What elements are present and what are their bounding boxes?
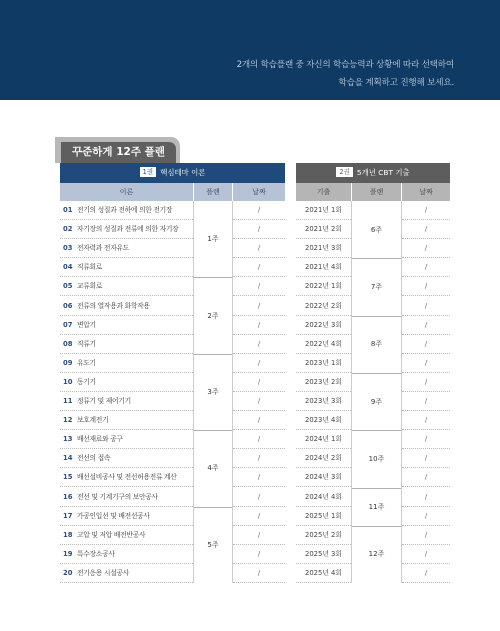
date-slot-right: / — [424, 416, 428, 425]
topic-number: 18 — [63, 530, 73, 539]
date-slot-left: / — [257, 454, 261, 463]
topic-title: 자기장의 성질과 전류에 의한 자기장 — [77, 225, 179, 234]
date-slot-left: / — [257, 244, 261, 253]
topic-number: 12 — [63, 416, 73, 425]
exam-session: 2023년 3회 — [305, 397, 342, 405]
date-slot-right: / — [424, 397, 428, 405]
date-slot-right: / — [424, 492, 428, 501]
topic-title: 전자력과 전자유도 — [77, 244, 129, 253]
column-divider — [232, 201, 233, 583]
topic-number: 09 — [63, 358, 73, 367]
topic-number: 17 — [63, 511, 73, 520]
date-slot-left: / — [257, 301, 261, 310]
week-divider-left — [194, 277, 232, 278]
date-slot-right: / — [424, 320, 428, 329]
week-divider-right — [352, 430, 401, 431]
exam-session: 2024년 3회 — [305, 473, 342, 482]
week-label-right: 6주 — [370, 225, 383, 234]
exam-session: 2021년 4회 — [305, 263, 342, 272]
topic-number: 10 — [63, 377, 73, 386]
exam-session: 2023년 2회 — [305, 377, 342, 386]
week-label-right: 12주 — [368, 550, 385, 559]
exam-session: 2024년 4회 — [305, 492, 342, 501]
date-slot-left: / — [257, 435, 261, 444]
topic-title: 직류기 — [77, 339, 96, 348]
date-slot-left: / — [257, 511, 261, 520]
date-slot-left: / — [257, 225, 261, 234]
exam-session: 2021년 3회 — [305, 244, 342, 253]
week-label-left: 4주 — [207, 464, 219, 473]
week-label-left: 3주 — [207, 388, 219, 396]
column-divider — [401, 201, 402, 583]
topic-title: 보호계전기 — [77, 416, 109, 425]
group-header-cbt — [296, 163, 450, 183]
date-slot-left: / — [257, 377, 261, 386]
exam-session: 2025년 3회 — [305, 549, 342, 558]
date-slot-left: / — [257, 549, 261, 558]
header-text-line-1: 2개의 학습플랜 중 자신의 학습능력과 상황에 따라 선택하여 — [236, 60, 454, 70]
row-divider — [60, 582, 193, 583]
week-divider-left — [194, 354, 232, 355]
week-label-left: 5주 — [207, 540, 219, 549]
date-slot-left: / — [257, 568, 261, 577]
topic-number: 06 — [63, 301, 73, 310]
date-slot-left: / — [257, 473, 261, 482]
column-header-date-right: 날짜 — [402, 183, 450, 201]
topic-number: 01 — [63, 206, 73, 214]
date-slot-right: / — [424, 473, 428, 482]
date-slot-right: / — [424, 511, 428, 520]
column-header-plan-left: 플랜 — [194, 183, 232, 201]
exam-session: 2025년 1회 — [305, 511, 342, 520]
date-slot-right: / — [424, 225, 428, 234]
date-slot-left: / — [257, 492, 261, 501]
date-slot-left: / — [257, 416, 261, 425]
topic-title: 전기의 성질과 전하에 의한 전기장 — [77, 206, 173, 214]
exam-session: 2025년 2회 — [305, 530, 342, 539]
date-slot-right: / — [424, 206, 428, 214]
exam-session: 2023년 1회 — [305, 358, 342, 367]
topic-number: 07 — [63, 320, 73, 329]
week-divider-right — [352, 526, 401, 527]
topic-number: 04 — [63, 263, 73, 272]
row-divider — [402, 582, 450, 583]
topic-number: 05 — [63, 282, 73, 291]
group-title-theory: 핵심테마 이론 — [160, 168, 206, 177]
topic-number: 20 — [63, 568, 73, 577]
volume-badge-1: 1권 — [140, 167, 157, 177]
topic-title: 전류의 열작용과 화학작용 — [77, 301, 150, 310]
exam-session: 2022년 4회 — [305, 339, 342, 348]
column-header-date-left: 날짜 — [233, 183, 285, 201]
date-slot-right: / — [424, 301, 428, 310]
topic-title: 전선의 접속 — [77, 454, 111, 463]
row-divider — [296, 582, 351, 583]
date-slot-left: / — [257, 339, 261, 348]
exam-session: 2023년 4회 — [305, 416, 342, 425]
topic-title: 전기응용 시설공사 — [77, 568, 129, 577]
topic-title: 변압기 — [77, 320, 96, 329]
topic-number: 19 — [63, 549, 73, 558]
date-slot-right: / — [424, 263, 428, 272]
week-label-right: 10주 — [368, 454, 385, 463]
exam-session: 2024년 1회 — [305, 435, 342, 444]
week-label-right: 9주 — [370, 397, 383, 406]
table-row — [60, 373, 450, 392]
topic-number: 03 — [63, 244, 73, 253]
week-label-left: 1주 — [207, 235, 219, 244]
topic-title: 특수장소공사 — [77, 549, 115, 558]
date-slot-right: / — [424, 244, 428, 253]
exam-session: 2024년 2회 — [305, 454, 342, 463]
week-divider-right — [352, 373, 401, 374]
topic-number: 08 — [63, 339, 73, 348]
topic-title: 가공인입선 및 배전선공사 — [77, 511, 150, 520]
date-slot-right: / — [424, 435, 428, 444]
week-divider-left — [194, 507, 232, 508]
topic-title: 직류회로 — [77, 263, 103, 272]
week-label-right: 7주 — [370, 282, 383, 291]
date-slot-left: / — [257, 530, 261, 539]
exam-session: 2022년 3회 — [305, 320, 342, 329]
date-slot-right: / — [424, 339, 428, 348]
table-row — [60, 354, 450, 373]
exam-session: 2021년 2회 — [305, 225, 342, 234]
date-slot-left: / — [257, 397, 261, 405]
table-row — [60, 297, 450, 316]
table-row — [60, 411, 450, 430]
topic-title: 배선설비공사 및 전선허용전류 계산 — [77, 473, 177, 482]
date-slot-left: / — [257, 263, 261, 272]
topic-title: 유도기 — [77, 358, 96, 367]
group-header-theory — [60, 163, 285, 183]
date-slot-left: / — [257, 358, 261, 367]
date-slot-left: / — [257, 320, 261, 329]
exam-session: 2025년 4회 — [305, 568, 342, 577]
topic-title: 정류기 및 제어기기 — [77, 397, 131, 405]
column-header-plan-right: 플랜 — [352, 183, 401, 201]
header-text-line-2: 학습을 계획하고 진행해 보세요. — [338, 78, 454, 88]
date-slot-right: / — [424, 377, 428, 386]
column-header-topic: 이론 — [60, 183, 193, 201]
column-header-exam: 기출 — [296, 183, 351, 201]
topic-title: 교류회로 — [77, 282, 103, 291]
date-slot-left: / — [257, 206, 261, 214]
exam-session: 2022년 2회 — [305, 301, 342, 310]
topic-number: 02 — [63, 225, 73, 234]
table-row — [60, 564, 450, 583]
exam-session: 2022년 1회 — [305, 282, 342, 291]
topic-title: 전선 및 기계기구의 보안공사 — [77, 492, 158, 501]
date-slot-left: / — [257, 282, 261, 291]
topic-number: 15 — [63, 473, 73, 482]
topic-title: 동기기 — [77, 377, 96, 386]
table-row — [60, 468, 450, 487]
date-slot-right: / — [424, 358, 428, 367]
date-slot-right: / — [424, 549, 428, 558]
header-banner — [0, 0, 500, 100]
table-row — [60, 430, 450, 449]
exam-session: 2021년 1회 — [305, 206, 342, 214]
week-label-right: 11주 — [368, 502, 385, 511]
topic-number: 14 — [63, 454, 73, 463]
plan-title: 꾸준하게 12주 플랜 — [61, 142, 176, 163]
table-row — [60, 258, 450, 277]
date-slot-right: / — [424, 454, 428, 463]
week-divider-right — [352, 258, 401, 259]
topic-number: 16 — [63, 492, 73, 501]
table-row — [60, 201, 450, 220]
week-label-right: 8주 — [370, 340, 383, 349]
row-divider — [233, 582, 285, 583]
date-slot-right: / — [424, 530, 428, 539]
topic-number: 11 — [63, 397, 73, 405]
date-slot-right: / — [424, 282, 428, 291]
table-row — [60, 526, 450, 545]
volume-badge-2: 2권 — [336, 167, 353, 177]
week-label-left: 2주 — [207, 311, 219, 320]
table-row — [60, 316, 450, 335]
topic-title: 고압 및 저압 배전반공사 — [77, 530, 146, 539]
week-divider-right — [352, 316, 401, 317]
week-divider-right — [352, 488, 401, 489]
topic-number: 13 — [63, 435, 73, 444]
date-slot-right: / — [424, 568, 428, 577]
topic-title: 배선재료와 공구 — [77, 435, 123, 444]
group-title-cbt: 5개년 CBT 기출 — [356, 168, 410, 177]
week-divider-left — [194, 430, 232, 431]
table-row — [60, 239, 450, 258]
